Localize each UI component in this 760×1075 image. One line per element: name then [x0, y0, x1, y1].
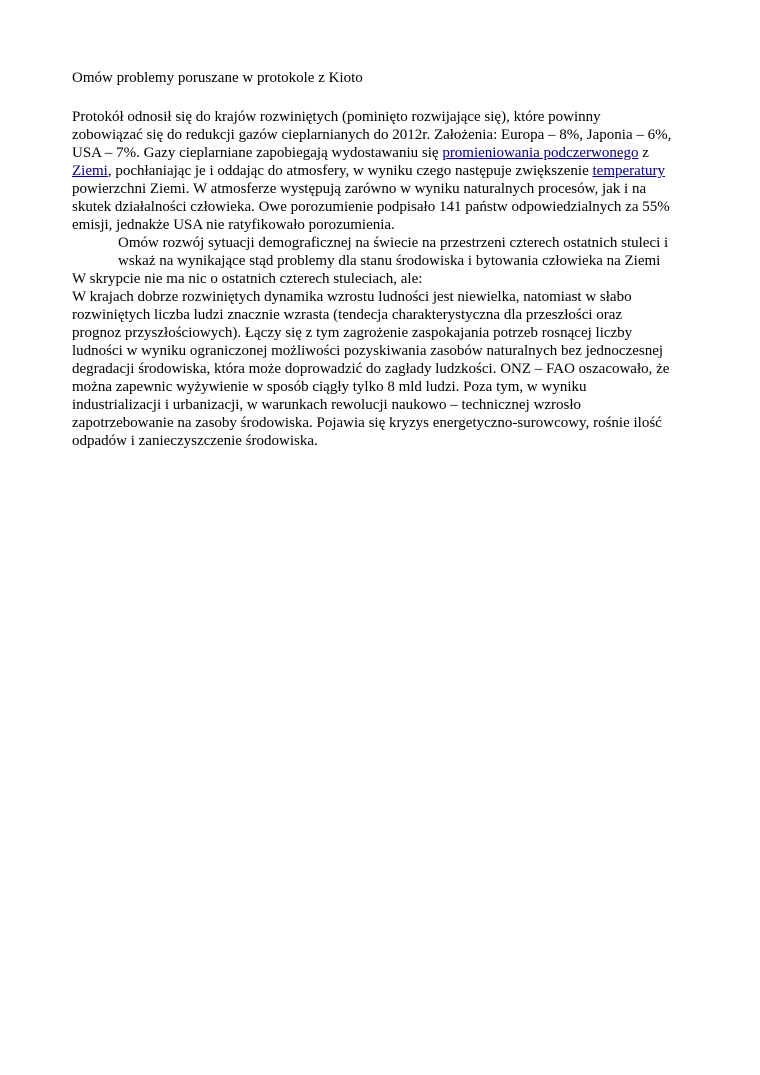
- answer-kyoto-line-4-text: , pochłaniając je i oddając do atmosfery, w wyniku czego następuje zwiększenie: [107, 163, 593, 179]
- answer-demography-paragraph: [72, 270, 692, 450]
- link-earth[interactable]: Ziemi: [72, 163, 108, 179]
- answer-kyoto-line-5: powierzchni Ziemi. W atmosferze występują zarówno w wyniku naturalnych procesów, jak i na: [72, 181, 647, 197]
- answer-kyoto-line-4: [72, 162, 692, 180]
- answer-demography-line-3: rozwiniętych liczba ludzi znacznie wzrasta (tendecja charakterystyczna dla przeszłości oraz: [72, 307, 623, 323]
- question-demography-line-2: wskaż na wynikające stąd problemy dla stanu środowiska i bytowania człowieka na Ziemi: [118, 253, 661, 269]
- answer-demography-line-8: industrializacji i urbanizacji, w warunkach rewolucji naukowo – technicznej wzrosło: [72, 397, 581, 413]
- answer-demography-line-6: degradacji środowiska, która może doprowadzić do zagłady ludzkości. ONZ – FAO oszacowało, że: [72, 361, 670, 377]
- answer-demography-line-4: prognoz przyszłościowych). Łączy się z tym zagrożenie zaspokajania potrzeb rosnącej liczby: [72, 325, 633, 341]
- question-demography-heading: [72, 234, 692, 270]
- question-demography-line-1: Omów rozwój sytuacji demograficznej na świecie na przestrzeni czterech ostatnich stuleci i: [118, 235, 669, 251]
- answer-demography-line-7: można zapewnic wyżywienie w sposób ciągły tylko 8 mld ludzi. Poza tym, w wyniku: [72, 379, 587, 395]
- answer-kyoto-line-3-end: z: [638, 145, 649, 161]
- answer-kyoto-paragraph: [72, 108, 692, 234]
- answer-kyoto-line-1: Protokół odnosił się do krajów rozwiniętych (pominięto rozwijające się), które powinny: [72, 109, 601, 125]
- answer-kyoto-line-3: [72, 144, 692, 162]
- document-page: [72, 69, 692, 450]
- answer-demography-line-9: zapotrzebowanie na zasoby środowiska. Pojawia się kryzys energetyczno-surowcowy, rośnie ilość: [72, 415, 662, 431]
- answer-kyoto-line-6: skutek działalności człowieka. Owe porozumienie podpisało 141 państw odpowiedzialnych za 55%: [72, 199, 670, 215]
- answer-demography-line-5: ludności w wyniku ograniczonej możliwości pozyskiwania zasobów naturalnych bez jednoczesnej: [72, 343, 664, 359]
- answer-demography-line-10: odpadów i zanieczyszczenie środowiska.: [72, 433, 318, 449]
- question-kyoto-heading: Omów problemy poruszane w protokole z Kioto: [72, 70, 363, 86]
- link-infrared-radiation[interactable]: promieniowania podczerwonego: [442, 145, 639, 161]
- answer-demography-line-1: W skrypcie nie ma nic o ostatnich czterech stuleciach, ale:: [72, 271, 423, 287]
- answer-demography-line-2: W krajach dobrze rozwiniętych dynamika wzrostu ludności jest niewielka, natomiast w słabo: [72, 289, 632, 305]
- answer-kyoto-line-2: zobowiązać się do redukcji gazów cieplarnianych do 2012r. Założenia: Europa – 8%, Japonia – 6%,: [72, 127, 672, 143]
- link-temperature[interactable]: temperatury: [592, 163, 665, 179]
- answer-kyoto-line-3-text: USA – 7%. Gazy cieplarniane zapobiegają wydostawaniu się: [72, 145, 443, 161]
- answer-kyoto-line-7: emisji, jednakże USA nie ratyfikowało porozumienia.: [72, 217, 395, 233]
